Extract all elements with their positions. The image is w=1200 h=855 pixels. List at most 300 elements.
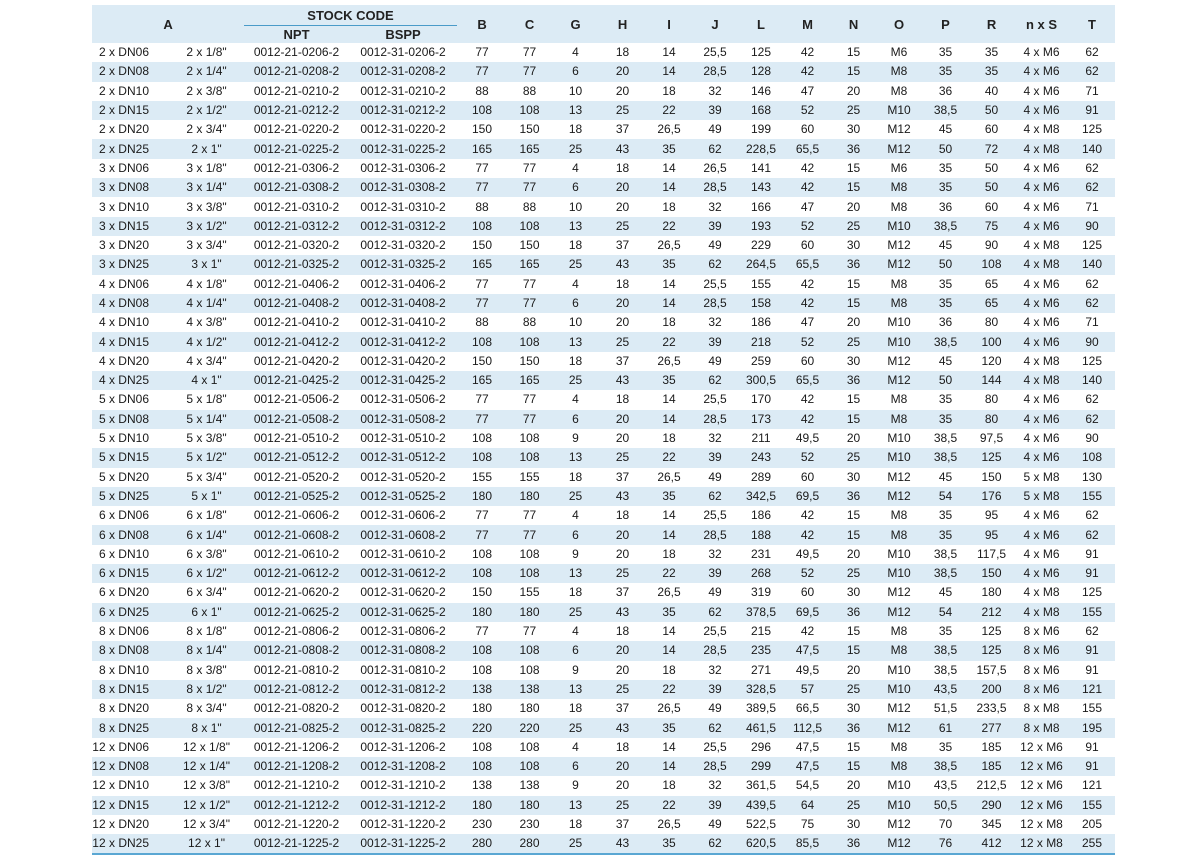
table-cell: 42 [784, 410, 831, 429]
table-cell: 0012-21-0812-2 [244, 680, 349, 699]
table-cell: 32 [692, 661, 738, 680]
table-cell: M10 [876, 217, 922, 236]
table-cell: 72 [969, 139, 1014, 158]
table-cell: 0012-21-0510-2 [244, 429, 349, 448]
table-cell: 108 [507, 101, 552, 120]
table-cell: 26,5 [646, 699, 692, 718]
table-cell: 13 [552, 680, 599, 699]
table-cell: 0012-31-1225-2 [349, 834, 457, 854]
table-cell: 146 [738, 82, 784, 101]
table-cell: 13 [552, 564, 599, 583]
table-cell: 12 x M6 [1014, 757, 1069, 776]
table-cell: 108 [457, 448, 507, 467]
table-cell: 43,5 [922, 680, 969, 699]
table-cell: 47,5 [784, 641, 831, 660]
table-cell: 51,5 [922, 699, 969, 718]
table-cell: 4 x M6 [1014, 564, 1069, 583]
table-cell: M12 [876, 699, 922, 718]
table-cell: 0012-21-0406-2 [244, 275, 349, 294]
table-cell: 0012-31-0808-2 [349, 641, 457, 660]
table-cell: 35 [646, 718, 692, 737]
table-row [92, 120, 1115, 139]
header-col: T [1069, 5, 1115, 43]
header-col: C [507, 5, 552, 43]
table-cell: 157,5 [969, 661, 1014, 680]
table-row [92, 101, 1115, 120]
table-cell: 155 [738, 275, 784, 294]
header-col: L [738, 5, 784, 43]
table-cell: 0012-21-0506-2 [244, 390, 349, 409]
table-cell: 20 [599, 776, 646, 795]
table-cell: 62 [1069, 390, 1115, 409]
table-cell: 15 [831, 525, 876, 544]
table-row [92, 641, 1115, 660]
table-cell: 4 x M6 [1014, 429, 1069, 448]
table-cell: 25 [831, 796, 876, 815]
table-cell: 4 x 1/4" [169, 294, 244, 313]
table-cell: 0012-21-0225-2 [244, 139, 349, 158]
table-cell: 108 [457, 545, 507, 564]
table-cell: 20 [831, 545, 876, 564]
table-cell: 25,5 [692, 622, 738, 641]
table-cell: 54 [922, 603, 969, 622]
table-cell: 0012-31-0212-2 [349, 101, 457, 120]
table-cell: 9 [552, 776, 599, 795]
header-col: R [969, 5, 1014, 43]
table-cell: 20 [599, 197, 646, 216]
table-cell: 4 x M8 [1014, 371, 1069, 390]
table-cell: M8 [876, 738, 922, 757]
table-cell: 20 [599, 661, 646, 680]
table-cell: 4 [552, 159, 599, 178]
table-row [92, 82, 1115, 101]
table-cell: 0012-21-1225-2 [244, 834, 349, 854]
table-row [92, 139, 1115, 158]
table-cell: 57 [784, 680, 831, 699]
table-cell: 108 [507, 661, 552, 680]
table-cell: 155 [507, 468, 552, 487]
table-row [92, 680, 1115, 699]
table-cell: 38,5 [922, 332, 969, 351]
table-cell: 25 [599, 564, 646, 583]
table-cell: 125 [1069, 120, 1115, 139]
table-cell: 35 [922, 390, 969, 409]
table-cell: 39 [692, 680, 738, 699]
table-row [92, 834, 1115, 854]
table-cell: 88 [507, 197, 552, 216]
table-cell: 8 x DN25 [92, 718, 169, 737]
table-cell: 39 [692, 217, 738, 236]
table-cell: 155 [457, 468, 507, 487]
table-cell: 12 x 3/8" [169, 776, 244, 795]
table-cell: 0012-31-0220-2 [349, 120, 457, 139]
table-cell: 35 [646, 603, 692, 622]
table-cell: 37 [599, 120, 646, 139]
table-cell: 108 [457, 429, 507, 448]
table-cell: 4 [552, 390, 599, 409]
table-cell: 20 [599, 313, 646, 332]
table-cell: 90 [1069, 217, 1115, 236]
table-cell: M12 [876, 352, 922, 371]
table-cell: 25 [552, 603, 599, 622]
table-cell: 4 [552, 275, 599, 294]
table-cell: 8 x 1/2" [169, 680, 244, 699]
table-row [92, 275, 1115, 294]
spec-table-container [92, 5, 1115, 855]
table-cell: 5 x 1/4" [169, 410, 244, 429]
table-cell: 165 [457, 255, 507, 274]
table-cell: 62 [692, 371, 738, 390]
table-cell: 3 x 1/4" [169, 178, 244, 197]
table-cell: M12 [876, 468, 922, 487]
table-cell: 36 [831, 834, 876, 854]
table-cell: 36 [831, 718, 876, 737]
table-cell: 35 [646, 834, 692, 854]
table-cell: 166 [738, 197, 784, 216]
table-cell: M10 [876, 101, 922, 120]
table-cell: M8 [876, 62, 922, 81]
table-cell: 36 [922, 197, 969, 216]
table-cell: 4 x M6 [1014, 525, 1069, 544]
table-cell: 6 x DN08 [92, 525, 169, 544]
table-cell: 38,5 [922, 101, 969, 120]
table-cell: 22 [646, 332, 692, 351]
table-cell: 9 [552, 545, 599, 564]
table-cell: 47 [784, 82, 831, 101]
table-row [92, 661, 1115, 680]
table-cell: 62 [1069, 159, 1115, 178]
table-cell: 4 x M6 [1014, 390, 1069, 409]
table-cell: 230 [457, 815, 507, 834]
table-cell: 4 x DN25 [92, 371, 169, 390]
table-cell: 228,5 [738, 139, 784, 158]
table-cell: 20 [599, 410, 646, 429]
table-cell: 3 x 1/2" [169, 217, 244, 236]
table-cell: 218 [738, 332, 784, 351]
table-cell: 0012-31-0612-2 [349, 564, 457, 583]
table-cell: 30 [831, 236, 876, 255]
table-cell: 25,5 [692, 43, 738, 62]
table-cell: 32 [692, 197, 738, 216]
table-cell: 77 [457, 525, 507, 544]
table-cell: 97,5 [969, 429, 1014, 448]
table-cell: 18 [646, 429, 692, 448]
table-cell: 18 [552, 120, 599, 139]
table-cell: 49,5 [784, 545, 831, 564]
table-cell: 125 [1069, 236, 1115, 255]
table-cell: 12 x 1/4" [169, 757, 244, 776]
table-cell: 0012-31-0325-2 [349, 255, 457, 274]
table-cell: 60 [969, 197, 1014, 216]
table-cell: 52 [784, 332, 831, 351]
table-cell: 18 [599, 275, 646, 294]
table-cell: 0012-31-0625-2 [349, 603, 457, 622]
table-cell: 150 [457, 352, 507, 371]
table-cell: 37 [599, 699, 646, 718]
table-row [92, 487, 1115, 506]
table-cell: 6 x 3/4" [169, 583, 244, 602]
table-cell: 35 [646, 487, 692, 506]
table-cell: 10 [552, 197, 599, 216]
table-cell: 0012-31-0508-2 [349, 410, 457, 429]
table-cell: 4 x DN15 [92, 332, 169, 351]
table-cell: 3 x DN08 [92, 178, 169, 197]
table-cell: 3 x 3/8" [169, 197, 244, 216]
table-cell: 76 [922, 834, 969, 854]
table-cell: 186 [738, 313, 784, 332]
table-cell: 70 [922, 815, 969, 834]
table-row [92, 371, 1115, 390]
table-cell: 42 [784, 622, 831, 641]
table-cell: 8 x DN20 [92, 699, 169, 718]
table-cell: 4 x M8 [1014, 583, 1069, 602]
table-cell: M12 [876, 487, 922, 506]
table-cell: 20 [599, 757, 646, 776]
table-cell: 0012-21-0412-2 [244, 332, 349, 351]
table-cell: 60 [784, 120, 831, 139]
table-cell: 28,5 [692, 62, 738, 81]
table-cell: 4 x M6 [1014, 101, 1069, 120]
table-cell: 50 [969, 178, 1014, 197]
table-cell: 39 [692, 101, 738, 120]
table-cell: 0012-31-0610-2 [349, 545, 457, 564]
table-cell: M12 [876, 255, 922, 274]
table-cell: 2 x 1/2" [169, 101, 244, 120]
table-cell: 4 x 1/2" [169, 332, 244, 351]
header-col: I [646, 5, 692, 43]
table-cell: 14 [646, 62, 692, 81]
table-row [92, 43, 1115, 62]
table-cell: 180 [457, 796, 507, 815]
table-cell: 18 [599, 738, 646, 757]
table-cell: 0012-31-0512-2 [349, 448, 457, 467]
table-cell: 77 [507, 275, 552, 294]
table-cell: 25 [831, 564, 876, 583]
table-cell: 186 [738, 506, 784, 525]
table-cell: 77 [457, 43, 507, 62]
header-col: O [876, 5, 922, 43]
table-cell: M8 [876, 757, 922, 776]
table-cell: 62 [1069, 178, 1115, 197]
table-cell: 20 [831, 313, 876, 332]
table-cell: 138 [457, 680, 507, 699]
table-cell: 38,5 [922, 641, 969, 660]
table-cell: 0012-31-1206-2 [349, 738, 457, 757]
table-cell: 108 [457, 564, 507, 583]
table-cell: 22 [646, 680, 692, 699]
table-cell: 185 [969, 757, 1014, 776]
table-cell: 20 [599, 429, 646, 448]
table-cell: 0012-21-0325-2 [244, 255, 349, 274]
table-cell: 80 [969, 410, 1014, 429]
table-cell: 50 [969, 101, 1014, 120]
table-cell: 71 [1069, 313, 1115, 332]
table-cell: 14 [646, 757, 692, 776]
header-col: H [599, 5, 646, 43]
table-cell: 3 x DN15 [92, 217, 169, 236]
table-cell: M12 [876, 834, 922, 854]
table-cell: 264,5 [738, 255, 784, 274]
table-cell: 47,5 [784, 738, 831, 757]
table-cell: 0012-31-0620-2 [349, 583, 457, 602]
table-cell: 38,5 [922, 429, 969, 448]
table-cell: 25 [552, 371, 599, 390]
table-cell: 35 [922, 410, 969, 429]
table-cell: 13 [552, 101, 599, 120]
table-cell: 220 [457, 718, 507, 737]
table-cell: 212,5 [969, 776, 1014, 795]
table-cell: 18 [552, 468, 599, 487]
table-cell: 14 [646, 506, 692, 525]
table-cell: 88 [457, 197, 507, 216]
table-cell: 4 x M6 [1014, 448, 1069, 467]
table-cell: 12 x DN08 [92, 757, 169, 776]
table-cell: 25 [552, 834, 599, 854]
table-cell: 155 [1069, 487, 1115, 506]
table-cell: 4 x M6 [1014, 178, 1069, 197]
table-cell: 0012-21-0612-2 [244, 564, 349, 583]
table-cell: 4 x M6 [1014, 62, 1069, 81]
table-cell: 12 x DN06 [92, 738, 169, 757]
table-cell: 13 [552, 796, 599, 815]
table-cell: 211 [738, 429, 784, 448]
table-cell: 38,5 [922, 217, 969, 236]
table-cell: 95 [969, 506, 1014, 525]
table-cell: 108 [507, 757, 552, 776]
table-cell: 6 [552, 62, 599, 81]
table-cell: 4 x DN06 [92, 275, 169, 294]
table-cell: 165 [457, 139, 507, 158]
table-cell: 30 [831, 815, 876, 834]
table-cell: 231 [738, 545, 784, 564]
table-cell: M10 [876, 796, 922, 815]
table-cell: 28,5 [692, 294, 738, 313]
table-cell: 52 [784, 564, 831, 583]
table-cell: 30 [831, 352, 876, 371]
table-cell: 12 x M6 [1014, 776, 1069, 795]
table-cell: 108 [457, 332, 507, 351]
table-cell: 0012-31-1212-2 [349, 796, 457, 815]
table-cell: 77 [507, 506, 552, 525]
table-cell: 90 [1069, 429, 1115, 448]
table-cell: 35 [922, 62, 969, 81]
table-row [92, 429, 1115, 448]
table-cell: 36 [831, 487, 876, 506]
table-cell: 60 [784, 583, 831, 602]
table-cell: 15 [831, 159, 876, 178]
table-cell: 6 x DN15 [92, 564, 169, 583]
table-cell: 4 x 3/4" [169, 352, 244, 371]
table-cell: 6 [552, 178, 599, 197]
table-cell: 18 [646, 197, 692, 216]
table-row [92, 603, 1115, 622]
table-cell: 155 [1069, 603, 1115, 622]
table-cell: M10 [876, 776, 922, 795]
table-cell: 299 [738, 757, 784, 776]
table-cell: 38,5 [922, 545, 969, 564]
table-cell: 12 x 1" [169, 834, 244, 854]
table-cell: 0012-21-0312-2 [244, 217, 349, 236]
table-cell: 62 [1069, 294, 1115, 313]
table-cell: 91 [1069, 101, 1115, 120]
table-cell: 6 x 1/2" [169, 564, 244, 583]
table-cell: 140 [1069, 255, 1115, 274]
table-cell: 39 [692, 332, 738, 351]
table-cell: 8 x 1/8" [169, 622, 244, 641]
table-cell: 8 x M6 [1014, 661, 1069, 680]
table-cell: 12 x DN25 [92, 834, 169, 854]
table-cell: 138 [507, 680, 552, 699]
table-cell: 4 x M6 [1014, 545, 1069, 564]
table-cell: 6 x 1/4" [169, 525, 244, 544]
table-row [92, 255, 1115, 274]
table-cell: M8 [876, 82, 922, 101]
table-cell: 2 x 1/8" [169, 43, 244, 62]
table-cell: 125 [1069, 583, 1115, 602]
table-cell: 342,5 [738, 487, 784, 506]
table-cell: 0012-31-1220-2 [349, 815, 457, 834]
table-cell: 39 [692, 564, 738, 583]
table-cell: 235 [738, 641, 784, 660]
table-cell: 143 [738, 178, 784, 197]
table-cell: 15 [831, 622, 876, 641]
table-cell: 0012-31-0406-2 [349, 275, 457, 294]
table-cell: 25 [831, 448, 876, 467]
table-cell: 2 x DN06 [92, 43, 169, 62]
table-cell: 35 [646, 371, 692, 390]
table-cell: 3 x 1" [169, 255, 244, 274]
table-cell: 77 [507, 390, 552, 409]
table-cell: 88 [457, 313, 507, 332]
table-cell: 4 [552, 43, 599, 62]
table-cell: 18 [552, 236, 599, 255]
table-cell: 50 [969, 159, 1014, 178]
table-cell: 165 [507, 255, 552, 274]
table-cell: 0012-31-0606-2 [349, 506, 457, 525]
table-cell: 112,5 [784, 718, 831, 737]
table-cell: 4 x 1/8" [169, 275, 244, 294]
table-cell: 47 [784, 197, 831, 216]
table-cell: 165 [457, 371, 507, 390]
table-cell: 18 [552, 352, 599, 371]
table-cell: M8 [876, 197, 922, 216]
table-cell: 14 [646, 43, 692, 62]
table-cell: 25 [552, 487, 599, 506]
table-cell: 91 [1069, 545, 1115, 564]
table-cell: 180 [457, 487, 507, 506]
table-cell: 3 x DN06 [92, 159, 169, 178]
table-cell: 50 [922, 255, 969, 274]
table-cell: 0012-21-0425-2 [244, 371, 349, 390]
table-cell: 3 x DN10 [92, 197, 169, 216]
table-cell: 0012-31-0812-2 [349, 680, 457, 699]
table-cell: 18 [646, 661, 692, 680]
table-cell: 150 [457, 120, 507, 139]
table-cell: 170 [738, 390, 784, 409]
table-cell: 3 x 1/8" [169, 159, 244, 178]
table-cell: 91 [1069, 564, 1115, 583]
table-cell: 18 [552, 699, 599, 718]
table-cell: 80 [969, 390, 1014, 409]
table-cell: 42 [784, 159, 831, 178]
header-col: P [922, 5, 969, 43]
table-cell: 77 [457, 62, 507, 81]
table-cell: 37 [599, 468, 646, 487]
table-row [92, 815, 1115, 834]
table-row [92, 583, 1115, 602]
table-cell: 0012-21-0310-2 [244, 197, 349, 216]
table-row [92, 332, 1115, 351]
